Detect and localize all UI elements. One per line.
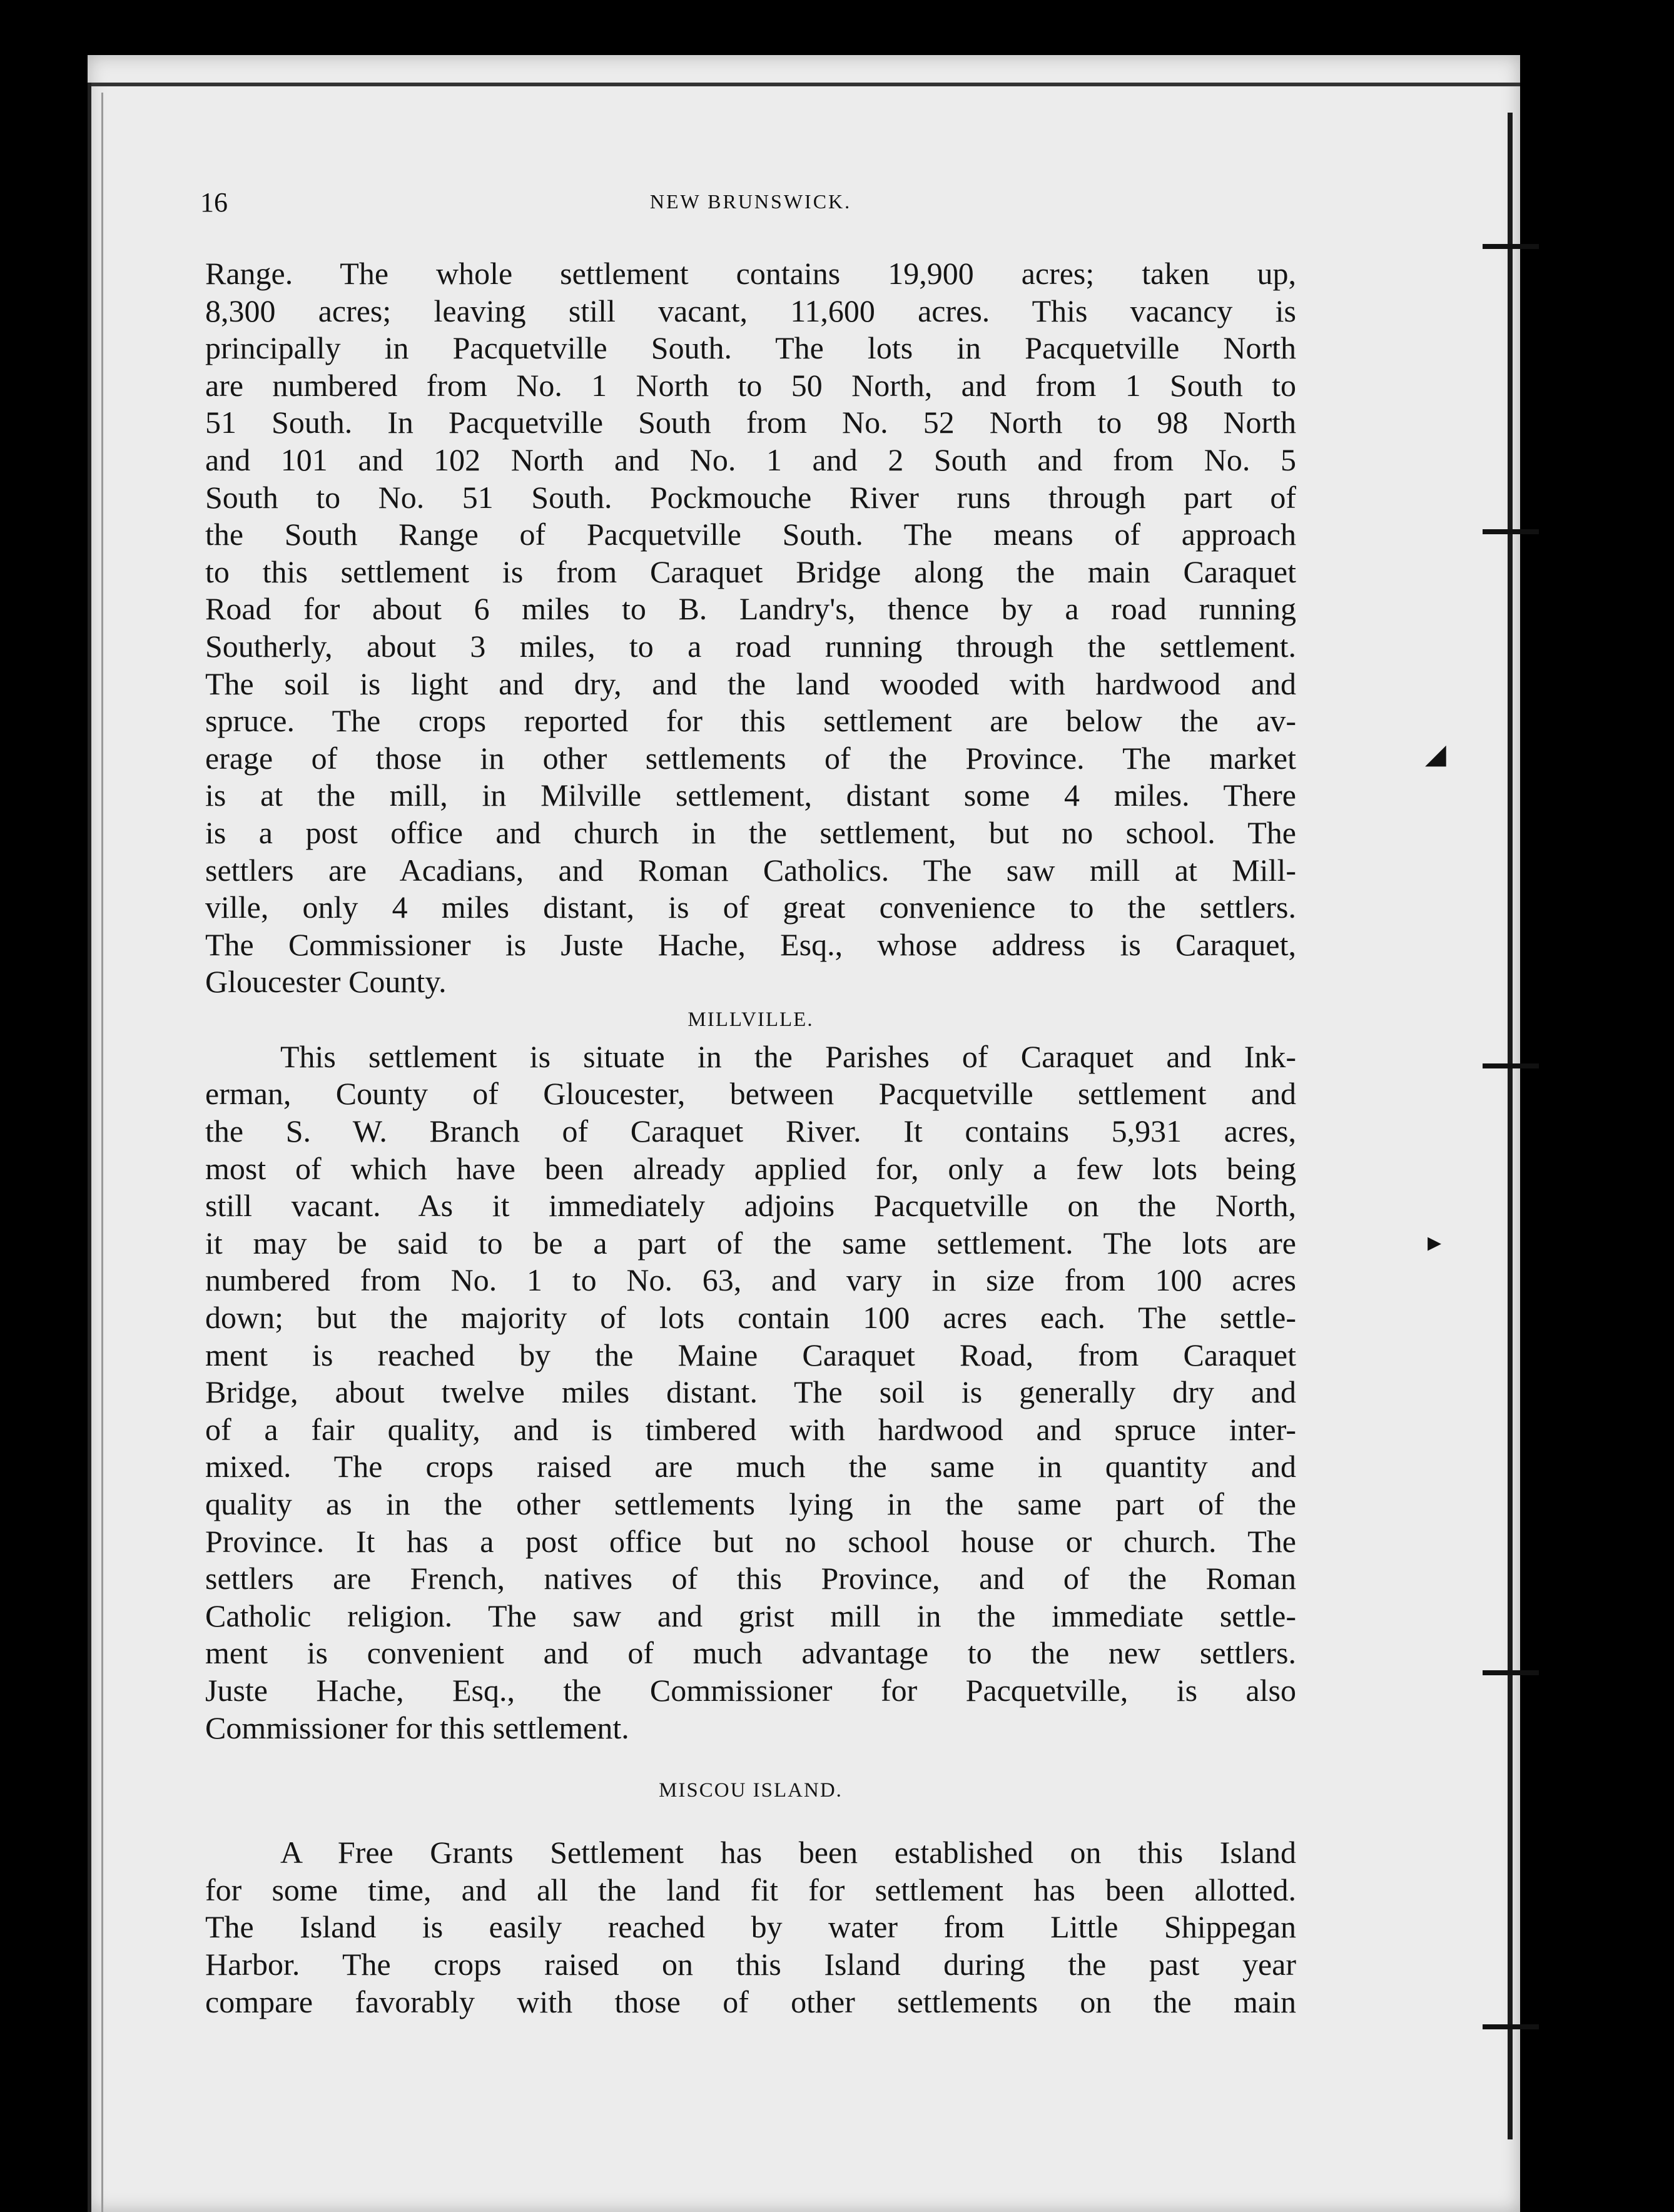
right-binding-rule [1508,113,1513,2139]
section-heading-miscou-island: MISCOU ISLAND. [659,1779,843,1802]
page-left-fold [101,93,103,2212]
text-line: the South Range of Pacquetville South. The means of approach [205,517,1296,552]
text-line: Bridge, about twelve miles distant. The soil is generally dry and [205,1374,1296,1410]
text-line: settlers are Acadians, and Roman Catholics. The saw mill at Mill- [205,852,1296,888]
section-gap [205,1809,1296,1834]
text-line: erman, County of Gloucester, between Pacquetville settlement and [205,1076,1296,1112]
binding-tick [1483,244,1539,249]
text-line: settlers are French, natives of this Province, and of the Roman [205,1561,1296,1596]
section-gap [205,1747,1296,1772]
text-line: ment is convenient and of much advantage to the new settlers. [205,1635,1296,1671]
margin-speck-mark: ◢ [1425,738,1446,770]
body-text [205,255,1296,2021]
binding-tick [1483,2024,1539,2029]
text-line: it may be said to be a part of the same settlement. The lots are [205,1225,1296,1261]
text-line: quality as in the other settlements lying in the same part of the [205,1486,1296,1521]
text-line: ville, only 4 miles distant, is of great convenience to the settlers. [205,890,1296,925]
text-line: compare favorably with those of other settlements on the main [205,1984,1296,2019]
text-line: erage of those in other settlements of the Province. The market [205,740,1296,776]
running-title: NEW BRUNSWICK. [649,190,852,213]
text-line: ment is reached by the Maine Caraquet Road, from Caraquet [205,1337,1296,1372]
text-line: mixed. The crops raised are much the same in quantity and [205,1449,1296,1484]
text-line: most of which have been already applied for, only a few lots being [205,1150,1296,1186]
text-line: A Free Grants Settlement has been established on this Island [280,1835,1296,1870]
text-line: still vacant. As it immediately adjoins Pacquetville on the North, [205,1188,1296,1224]
text-line: the S. W. Branch of Caraquet River. It contains 5,931 acres, [205,1114,1296,1149]
section-heading-millville: MILLVILLE. [687,1008,814,1031]
text-line: and 101 and 102 North and No. 1 and 2 South and from No. 5 [205,442,1296,477]
text-line: is a post office and church in the settlement, but no school. The [205,814,1296,850]
text-line: Province. It has a post office but no school house or church. The [205,1523,1296,1559]
text-line: Southerly, about 3 miles, to a road running through the settlement. [205,628,1296,664]
margin-speck-mark: ▸ [1428,1226,1442,1258]
text-line: Catholic religion. The saw and grist mill in the immediate settle- [205,1598,1296,1633]
text-line: principally in Pacquetville South. The lots in Pacquetville North [205,330,1296,366]
text-line: The Island is easily reached by water from Little Shippegan [205,1909,1296,1945]
text-line: of a fair quality, and is timbered with hardwood and spruce inter- [205,1411,1296,1447]
binding-tick [1483,529,1539,534]
text-line: The Commissioner is Juste Hache, Esq., whose address is Caraquet, [205,926,1296,962]
text-line: for some time, and all the land fit for settlement has been allotted. [205,1872,1296,1907]
text-line: Range. The whole settlement contains 19,900 acres; taken up, [205,256,1296,291]
text-line: Gloucester County. [205,964,447,1000]
text-line: Harbor. The crops raised on this Island during the past year [205,1946,1296,1982]
text-line: is at the mill, in Milville settlement, distant some 4 miles. There [205,778,1296,813]
text-line: South to No. 51 South. Pockmouche River runs through part of [205,479,1296,515]
text-line: 51 South. In Pacquetville South from No. 52 North to 98 North [205,405,1296,440]
text-line: to this settlement is from Caraquet Bridge along the main Caraquet [205,554,1296,589]
text-line: 8,300 acres; leaving still vacant, 11,600 acres. This vacancy is [205,293,1296,328]
binding-tick [1483,1063,1539,1068]
text-line: Commissioner for this settlement. [205,1710,629,1745]
text-line: The soil is light and dry, and the land wooded with hardwood and [205,666,1296,701]
text-line: spruce. The crops reported for this settlement are below the av- [205,703,1296,739]
text-line: Juste Hache, Esq., the Commissioner for Pacquetville, is also [205,1672,1296,1708]
page-top-edge [88,83,1520,86]
text-line: This settlement is situate in the Parishes of Caraquet and Ink- [280,1038,1296,1074]
running-head [200,186,1301,221]
text-line: down; but the majority of lots contain 100 acres each. The settle- [205,1300,1296,1336]
text-line: Road for about 6 miles to B. Landry's, thence by a road running [205,591,1296,627]
text-line: are numbered from No. 1 North to 50 North, and from 1 South to [205,367,1296,403]
page-left-edge [88,83,91,2212]
page-number: 16 [200,187,228,218]
text-line: numbered from No. 1 to No. 63, and vary in size from 100 acres [205,1262,1296,1298]
binding-tick [1483,1670,1539,1675]
